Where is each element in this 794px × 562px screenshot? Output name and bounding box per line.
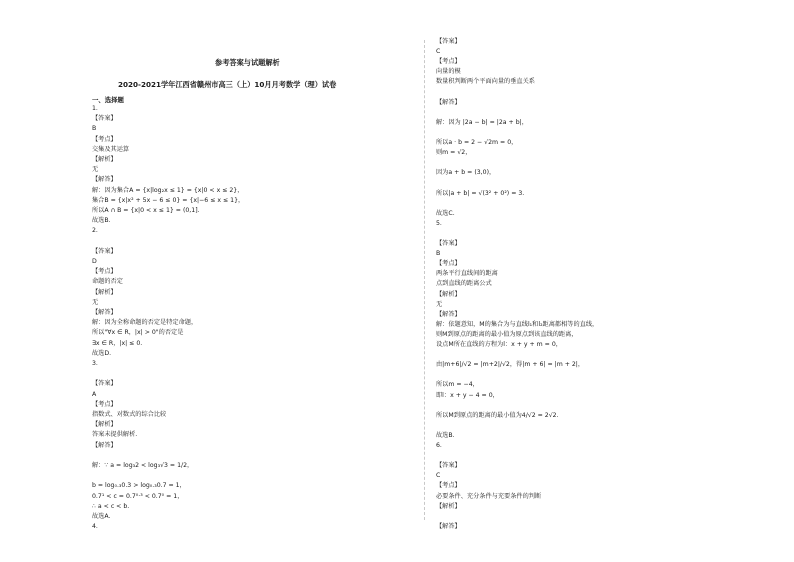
left-text-line: 0.7¹ < c = 0.7⁰·³ < 0.7⁰ = 1， <box>92 492 184 500</box>
exam-subtitle: 2020-2021学年江西省赣州市高三（上）10月月考数学（理）试卷 <box>118 80 337 89</box>
right-text-line: 【考点】 <box>436 482 461 490</box>
left-text-line: 故选B. <box>92 217 111 225</box>
left-text-line: 交集及其运算 <box>92 145 130 153</box>
right-text-line: B <box>436 250 441 258</box>
right-text-line: 【考点】 <box>436 58 461 66</box>
right-text-line: 则m = √2， <box>436 149 472 157</box>
right-text-line: 【答案】 <box>436 462 461 470</box>
right-text-line: 【答案】 <box>436 38 461 45</box>
page-title: 参考答案与试题解析 <box>215 58 280 67</box>
right-text-line: C <box>436 472 441 480</box>
left-text-line: 解：因为全称命题的否定是特定命题， <box>92 319 198 327</box>
left-text-line: 【解析】 <box>92 421 117 429</box>
right-text-line: 必要条件、充分条件与充要条件的判断 <box>436 492 542 500</box>
right-text-line: 向量的模 <box>436 68 461 76</box>
left-text-line: 【考点】 <box>92 400 117 408</box>
right-text-line: 5. <box>436 219 442 227</box>
column-divider <box>424 40 425 520</box>
right-text-line: 【考点】 <box>436 260 461 268</box>
right-text-line: 因为a + b = (3,0)， <box>436 169 496 177</box>
right-text-line: 由|m+6|/√2 = |m+2|/√2，得|m + 6| = |m + 2|， <box>436 361 585 369</box>
right-text-line: 故选B. <box>436 431 455 439</box>
left-text-line: D <box>92 258 97 265</box>
left-text-line: 答案未提供解析. <box>92 431 138 439</box>
right-text-line: 【解析】 <box>436 290 461 298</box>
left-text-line: 故选D. <box>92 349 112 357</box>
left-text-line: 无 <box>92 166 99 174</box>
left-text-line: 指数式、对数式的综合比较 <box>92 411 167 418</box>
right-text-line: 解：因为 |2a − b| = |2a + b|， <box>436 118 528 126</box>
left-text-line: 【解答】 <box>92 441 117 449</box>
right-text-line: 所以m = −4， <box>436 381 479 389</box>
right-text-line: 无 <box>436 300 443 308</box>
left-text-line: 【答案】 <box>92 380 117 388</box>
section-heading: 一、选择题 <box>92 96 124 104</box>
right-text-line: 两条平行直线间的距离 <box>436 270 498 278</box>
right-text-line: 设点M所在直线的方程为l：x + y + m = 0， <box>436 341 562 348</box>
right-text-line: 【解答】 <box>436 310 461 318</box>
right-text-line: C <box>436 48 441 56</box>
right-text-line: 【解析】 <box>436 502 461 510</box>
left-text-line: B <box>92 125 97 133</box>
left-text-line: 解：∵ a = log₃2 < log₃√3 = 1/2， <box>92 462 194 469</box>
left-text-line: 【解答】 <box>92 309 117 316</box>
right-text-line: 点到直线的距离公式 <box>436 280 492 288</box>
left-text-line: 2. <box>92 227 98 235</box>
left-text-line: 解：因为集合A = {x|log₂x ≤ 1} = {x|0 < x ≤ 2}， <box>92 186 244 194</box>
right-text-line: 【解答】 <box>436 522 461 530</box>
left-text-line: 无 <box>92 298 99 306</box>
left-text-line: 4. <box>92 523 98 531</box>
right-text-line: 所以M到原点的距离的最小值为4/√2 = 2√2. <box>436 411 559 419</box>
left-text-line: 【答案】 <box>92 247 117 255</box>
left-text-line: 命题的否定 <box>92 278 123 286</box>
right-text-line: 6. <box>436 442 442 449</box>
right-text-line: 【解答】 <box>436 98 461 106</box>
left-text-line: 【解析】 <box>92 156 117 163</box>
right-text-line: 即l：x + y − 4 = 0， <box>436 391 499 399</box>
right-text-line: 【答案】 <box>436 240 461 247</box>
left-text-line: 所以"∀x ∈ R，|x| > 0"的否定是 <box>92 329 184 337</box>
right-text-line: 所以a · b = 2 − √2m = 0， <box>436 139 518 146</box>
left-text-line: 集合B = {x|x² + 5x − 6 ≤ 0} = {x|−6 ≤ x ≤ 1}， <box>92 196 245 204</box>
left-text-line: b = log₀.₃0.3 > log₀.₃0.7 = 1， <box>92 482 186 490</box>
left-text-line: 【解答】 <box>92 176 117 184</box>
left-text-line: 所以A ∩ B = {x|0 < x ≤ 1} = (0,1]. <box>92 207 200 214</box>
left-text-line: 故选A. <box>92 513 111 520</box>
left-text-line: 1. <box>92 105 98 112</box>
right-text-line: 故选C. <box>436 209 455 217</box>
left-text-line: 3. <box>92 360 98 367</box>
right-text-line: 所以|a + b| = √(3² + 0²) = 3. <box>436 189 525 197</box>
left-text-line: 【考点】 <box>92 135 117 143</box>
left-text-line: 【答案】 <box>92 115 117 123</box>
right-text-line: 则M到原点的距离的最小值为原点到该直线的距离， <box>436 330 578 338</box>
left-text-line: 【考点】 <box>92 268 117 276</box>
right-text-line: 数量积判断两个平面向量的垂直关系 <box>436 78 535 86</box>
left-text-line: A <box>92 390 97 398</box>
right-text-line: 解：依题意知，M的集合为与直线l₁和l₂距离都相等的直线， <box>436 320 599 328</box>
left-text-line: 【解析】 <box>92 288 117 296</box>
left-text-line: ∴ a < c < b. <box>92 502 130 510</box>
left-text-line: ∃x ∈ R，|x| ≤ 0. <box>92 339 143 347</box>
